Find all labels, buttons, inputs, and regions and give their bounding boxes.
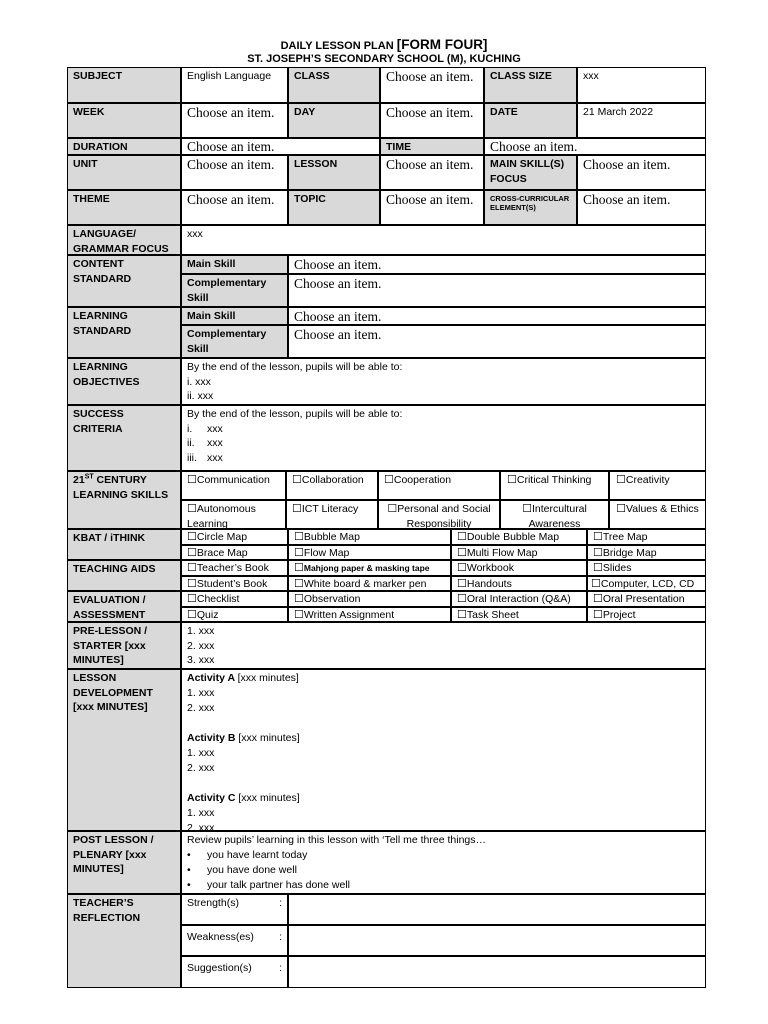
checkbox-icon: ☐ xyxy=(294,593,304,605)
language-focus-value[interactable]: xxx xyxy=(181,225,706,255)
class-size-value[interactable]: xxx xyxy=(577,67,706,103)
checkbox-icon: ☐ xyxy=(187,562,197,574)
bullet-icon: • xyxy=(187,879,191,891)
document-title: DAILY LESSON PLAN [FORM FOUR] xyxy=(280,37,488,52)
eval-quiz[interactable]: ☐Quiz xyxy=(181,607,288,622)
lesson-development-text[interactable] xyxy=(181,669,706,831)
language-focus-label: LANGUAGE/ GRAMMAR FOCUS xyxy=(67,225,181,255)
day-label: DAY xyxy=(288,103,380,138)
topic-dropdown[interactable]: Choose an item. xyxy=(380,190,484,225)
cross-curricular-dropdown[interactable]: Choose an item. xyxy=(577,190,706,225)
aid-whiteboard[interactable]: ☐White board & marker pen xyxy=(288,576,451,591)
theme-dropdown[interactable]: Choose an item. xyxy=(181,190,288,225)
checkbox-icon: ☐ xyxy=(591,578,601,590)
post-lesson-item: • you have learnt today xyxy=(187,849,308,861)
teachers-reflection-label: TEACHER’S REFLECTION xyxy=(67,894,181,988)
kbat-double-bubble-map[interactable]: ☐Double Bubble Map xyxy=(451,529,587,545)
time-label: TIME xyxy=(380,138,484,155)
activity-item: 2. xxx xyxy=(187,762,215,774)
checkbox-icon: ☐ xyxy=(507,474,517,486)
unit-dropdown[interactable]: Choose an item. xyxy=(181,155,288,190)
kbat-label: KBAT / iTHINK xyxy=(67,529,181,560)
checkbox-icon: ☐ xyxy=(457,547,467,559)
skill-communication[interactable]: ☐Communication xyxy=(181,471,286,500)
checkbox-icon: ☐ xyxy=(187,547,197,559)
eval-written-assignment[interactable]: ☐Written Assignment xyxy=(288,607,451,622)
aid-computer-lcd-cd[interactable]: ☐Computer, LCD, CD xyxy=(587,576,706,591)
activity-item: 1. xxx xyxy=(187,687,215,699)
skill-creativity[interactable]: ☐Creativity xyxy=(609,471,706,500)
checkbox-icon: ☐ xyxy=(294,578,304,590)
success-criteria-text[interactable] xyxy=(181,405,706,471)
checkbox-icon: ☐ xyxy=(457,578,467,590)
skill-ict-literacy[interactable]: ☐ICT Literacy xyxy=(286,500,378,529)
suggestion-field[interactable] xyxy=(288,956,706,988)
success-intro: By the end of the lesson, pupils will be able to: xyxy=(187,408,403,420)
kbat-circle-map[interactable]: ☐Circle Map xyxy=(181,529,288,545)
aid-mahjong-paper[interactable]: ☐Mahjong paper & masking tape xyxy=(288,560,451,576)
activity-item: 1. xxx xyxy=(187,747,215,759)
activity-item: 1. xxx xyxy=(187,807,215,819)
learning-main-skill-label: Main Skill xyxy=(181,307,288,325)
success-item: ii. xxx xyxy=(187,437,223,449)
checkbox-icon: ☐ xyxy=(593,593,603,605)
evaluation-label: EVALUATION / ASSESSMENT xyxy=(67,591,181,622)
checkbox-icon: ☐ xyxy=(294,547,304,559)
kbat-flow-map[interactable]: ☐Flow Map xyxy=(288,545,451,560)
checkbox-icon: ☐ xyxy=(187,474,197,486)
learning-standard-label: LEARNING STANDARD xyxy=(67,307,181,358)
theme-label: THEME xyxy=(67,190,181,225)
century-skills-label: 21ST CENTURY LEARNING SKILLS xyxy=(67,471,181,529)
week-label: WEEK xyxy=(67,103,181,138)
kbat-multi-flow-map[interactable]: ☐Multi Flow Map xyxy=(451,545,587,560)
pre-lesson-item: 3. xxx xyxy=(187,654,215,666)
learning-objectives-text[interactable] xyxy=(181,358,706,405)
checkbox-icon: ☐ xyxy=(384,474,394,486)
learning-main-skill-dropdown[interactable]: Choose an item. xyxy=(288,307,706,325)
subject-label: SUBJECT xyxy=(67,67,181,103)
date-value[interactable]: 21 March 2022 xyxy=(577,103,706,138)
checkbox-icon: ☐ xyxy=(292,474,302,486)
checkbox-icon: ☐ xyxy=(387,503,398,515)
post-lesson-item: • you have done well xyxy=(187,864,297,876)
subject-value[interactable]: English Language xyxy=(181,67,288,103)
checkbox-icon: ☐ xyxy=(457,609,467,621)
skill-values-ethics[interactable]: ☐Values & Ethics xyxy=(609,500,706,529)
aid-handouts[interactable]: ☐Handouts xyxy=(451,576,587,591)
content-complementary-skill-label: Complementary Skill xyxy=(181,274,288,307)
day-dropdown[interactable]: Choose an item. xyxy=(380,103,484,138)
content-main-skill-dropdown[interactable]: Choose an item. xyxy=(288,255,706,274)
eval-task-sheet[interactable]: ☐Task Sheet xyxy=(451,607,587,622)
teaching-aids-label: TEACHING AIDS xyxy=(67,560,181,591)
success-item: i. xxx xyxy=(187,422,223,435)
lesson-plan-table xyxy=(67,67,706,988)
pre-lesson-item: 2. xxx xyxy=(187,639,215,652)
duration-label: DURATION xyxy=(67,138,181,155)
checkbox-icon: ☐ xyxy=(616,503,627,515)
bullet-icon: • xyxy=(187,849,191,861)
cross-curricular-label: CROSS-CURRICULAR ELEMENT(S) xyxy=(484,190,577,225)
skill-personal-social[interactable]: ☐Personal and Social Responsibility xyxy=(378,500,500,529)
checkbox-icon: ☐ xyxy=(593,531,603,543)
checkbox-icon: ☐ xyxy=(294,531,304,543)
aid-teachers-book[interactable]: ☐Teacher’s Book xyxy=(181,560,288,576)
school-name: ST. JOSEPH’S SECONDARY SCHOOL (M), KUCHING xyxy=(247,53,521,65)
objective-item: ii. xxx xyxy=(187,390,214,402)
duration-dropdown[interactable]: Choose an item. xyxy=(181,138,380,155)
learning-complementary-skill-dropdown[interactable]: Choose an item. xyxy=(288,325,706,358)
pre-lesson-item: 1. xxx xyxy=(187,625,215,637)
checkbox-icon: ☐ xyxy=(522,503,532,515)
skill-intercultural[interactable]: ☐Intercultural Awareness xyxy=(500,500,609,529)
objective-item: i. xxx xyxy=(187,375,211,388)
checkbox-icon: ☐ xyxy=(187,593,197,605)
kbat-brace-map[interactable]: ☐Brace Map xyxy=(181,545,288,560)
checkbox-icon: ☐ xyxy=(457,593,467,605)
checkbox-icon: ☐ xyxy=(616,474,626,486)
activity-item: 2. xxx xyxy=(187,822,215,831)
learning-objectives-label: LEARNING OBJECTIVES xyxy=(67,358,181,405)
checkbox-icon: ☐ xyxy=(294,562,304,574)
post-lesson-item: • your talk partner has done well xyxy=(187,879,350,891)
kbat-bubble-map[interactable]: ☐Bubble Map xyxy=(288,529,451,545)
checkbox-icon: ☐ xyxy=(292,503,302,515)
main-skill-focus-label: MAIN SKILL(S) FOCUS xyxy=(484,155,577,190)
success-item: iii. xxx xyxy=(187,451,223,464)
activity-a-title: Activity A [xxx minutes] xyxy=(187,672,299,684)
checkbox-icon: ☐ xyxy=(187,503,197,515)
class-label: CLASS xyxy=(288,67,380,103)
checkbox-icon: ☐ xyxy=(457,562,467,574)
topic-label: TOPIC xyxy=(288,190,380,225)
post-lesson-intro: Review pupils’ learning in this lesson with ‘Tell me three things… xyxy=(187,834,486,846)
week-dropdown[interactable]: Choose an item. xyxy=(181,103,288,138)
post-lesson-label: POST LESSON / PLENARY [xxx MINUTES] xyxy=(67,831,181,894)
activity-item: 2. xxx xyxy=(187,702,215,714)
checkbox-icon: ☐ xyxy=(187,578,197,590)
skill-cooperation[interactable]: ☐Cooperation xyxy=(378,471,500,500)
pre-lesson-text[interactable] xyxy=(181,622,706,669)
checkbox-icon: ☐ xyxy=(457,531,467,543)
kbat-tree-map[interactable]: ☐Tree Map xyxy=(587,529,706,545)
post-lesson-text[interactable] xyxy=(181,831,706,894)
kbat-bridge-map[interactable]: ☐Bridge Map xyxy=(587,545,706,560)
activity-c-title: Activity C [xxx minutes] xyxy=(187,792,300,804)
skill-autonomous-learning[interactable]: ☐Autonomous Learning xyxy=(181,500,286,529)
aid-students-book[interactable]: ☐Student’s Book xyxy=(181,576,288,591)
eval-observation[interactable]: ☐Observation xyxy=(288,591,451,607)
checkbox-icon: ☐ xyxy=(294,609,304,621)
time-dropdown[interactable]: Choose an item. xyxy=(484,138,706,155)
strength-field[interactable] xyxy=(288,894,706,925)
class-size-label: CLASS SIZE xyxy=(484,67,577,103)
learning-complementary-skill-label: Complementary Skill xyxy=(181,325,288,358)
eval-oral-interaction[interactable]: ☐Oral Interaction (Q&A) xyxy=(451,591,587,607)
unit-label: UNIT xyxy=(67,155,181,190)
class-dropdown[interactable]: Choose an item. xyxy=(380,67,484,103)
checkbox-icon: ☐ xyxy=(187,531,197,543)
lesson-dropdown[interactable]: Choose an item. xyxy=(380,155,484,190)
aid-workbook[interactable]: ☐Workbook xyxy=(451,560,587,576)
skill-collaboration[interactable]: ☐Collaboration xyxy=(286,471,378,500)
objectives-intro: By the end of the lesson, pupils will be able to: xyxy=(187,361,403,373)
pre-lesson-label: PRE-LESSON / STARTER [xxx MINUTES] xyxy=(67,622,181,669)
content-standard-label: CONTENT STANDARD xyxy=(67,255,181,307)
eval-checklist[interactable]: ☐Checklist xyxy=(181,591,288,607)
bullet-icon: • xyxy=(187,864,191,876)
content-main-skill-label: Main Skill xyxy=(181,255,288,274)
skill-critical-thinking[interactable]: ☐Critical Thinking xyxy=(500,471,609,500)
checkbox-icon: ☐ xyxy=(593,609,603,621)
main-skill-focus-dropdown[interactable]: Choose an item. xyxy=(577,155,706,190)
lesson-development-label: LESSON DEVELOPMENT [xxx MINUTES] xyxy=(67,669,181,831)
success-criteria-label: SUCCESS CRITERIA xyxy=(67,405,181,471)
eval-project[interactable]: ☐Project xyxy=(587,607,706,622)
checkbox-icon: ☐ xyxy=(187,609,197,621)
weakness-label: Weakness(es) : xyxy=(181,925,288,956)
suggestion-label: Suggestion(s) : xyxy=(181,956,288,988)
strength-label: Strength(s) : xyxy=(181,894,288,925)
eval-oral-presentation[interactable]: ☐Oral Presentation xyxy=(587,591,706,607)
aid-slides[interactable]: ☐Slides xyxy=(587,560,706,576)
date-label: DATE xyxy=(484,103,577,138)
lesson-label: LESSON xyxy=(288,155,380,190)
checkbox-icon: ☐ xyxy=(593,547,603,559)
content-complementary-skill-dropdown[interactable]: Choose an item. xyxy=(288,274,706,307)
checkbox-icon: ☐ xyxy=(593,562,603,574)
activity-b-title: Activity B [xxx minutes] xyxy=(187,732,300,744)
weakness-field[interactable] xyxy=(288,925,706,956)
